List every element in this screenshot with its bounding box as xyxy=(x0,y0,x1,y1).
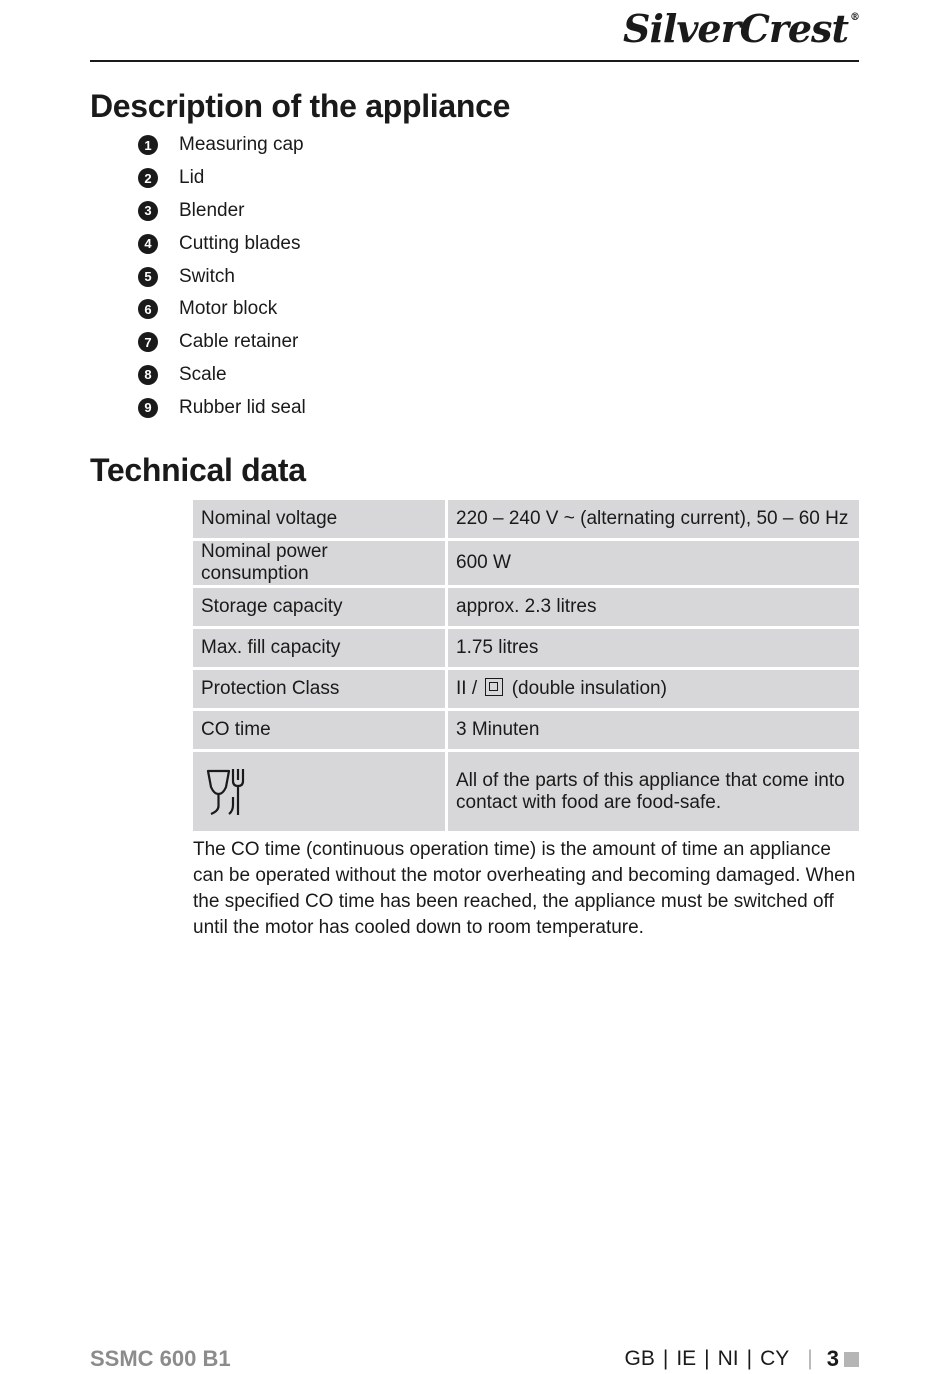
page-marker-icon xyxy=(844,1352,859,1367)
list-item xyxy=(138,260,306,293)
page-header xyxy=(90,0,859,62)
part-label: Cable retainer xyxy=(179,331,299,353)
number-badge: 5 xyxy=(138,267,158,287)
list-item xyxy=(138,391,306,424)
table-cell-label: Storage capacity xyxy=(193,588,448,626)
table-row xyxy=(193,588,859,626)
table-row xyxy=(193,670,859,708)
part-label: Cutting blades xyxy=(179,232,301,254)
list-item xyxy=(138,326,306,359)
part-label: Measuring cap xyxy=(179,134,304,156)
number-badge: 8 xyxy=(138,365,158,385)
list-item xyxy=(138,195,306,228)
table-row xyxy=(193,541,859,585)
table-row xyxy=(193,752,859,831)
separator: | xyxy=(704,1347,710,1370)
list-item xyxy=(138,162,306,195)
registered-mark: ® xyxy=(850,12,859,23)
table-row xyxy=(193,500,859,538)
protection-class-value: II / xyxy=(456,678,478,699)
table-cell-label: Nominal voltage xyxy=(193,500,448,538)
double-insulation-icon xyxy=(485,678,503,696)
brand-name: SilverCrest xyxy=(623,6,848,51)
part-label: Scale xyxy=(179,363,227,385)
food-safe-icon xyxy=(205,767,249,817)
parts-list xyxy=(138,129,306,424)
separator: | xyxy=(807,1347,813,1370)
part-label: Switch xyxy=(179,265,235,287)
part-label: Lid xyxy=(179,167,205,189)
co-time-note: The CO time (continuous operation time) is the amount of time an appliance can be operated without the motor overheating and becoming damaged. When the specified CO time has been reached, the appliance must be switched off until the motor has cooled down to room temperature. xyxy=(193,839,856,938)
table-cell-value: approx. 2.3 litres xyxy=(448,588,859,626)
number-badge: 2 xyxy=(138,168,158,188)
table-cell-label: Protection Class xyxy=(193,670,448,708)
page-footer xyxy=(625,1346,860,1372)
number-badge: 1 xyxy=(138,135,158,155)
table-cell-label: Max. fill capacity xyxy=(193,629,448,667)
number-badge: 4 xyxy=(138,234,158,254)
language-code: GB xyxy=(624,1347,655,1370)
table-cell-label: Nominal power consumption xyxy=(193,541,448,585)
number-badge: 6 xyxy=(138,299,158,319)
protection-class-note: (double insulation) xyxy=(511,678,667,699)
separator: | xyxy=(662,1347,669,1370)
part-label: Blender xyxy=(179,199,245,221)
table-cell-value xyxy=(448,670,859,708)
separator: | xyxy=(746,1347,753,1370)
description-title: Description of the appliance xyxy=(90,88,511,124)
language-code: CY xyxy=(760,1347,790,1370)
table-cell-value: All of the parts of this appliance that come into contact with food are food-safe. xyxy=(448,752,859,831)
table-row xyxy=(193,629,859,667)
table-cell-value: 3 Minuten xyxy=(448,711,859,749)
table-cell-value: 600 W xyxy=(448,541,859,585)
language-code: NI xyxy=(717,1347,739,1370)
part-label: Motor block xyxy=(179,298,278,320)
technical-data-table xyxy=(193,497,859,834)
list-item xyxy=(138,293,306,326)
part-label: Rubber lid seal xyxy=(179,396,306,418)
brand-logo xyxy=(623,6,859,51)
list-item xyxy=(138,227,306,260)
number-badge: 9 xyxy=(138,398,158,418)
table-cell-label: CO time xyxy=(193,711,448,749)
technical-title: Technical data xyxy=(90,452,306,488)
page-number: 3 xyxy=(826,1346,839,1371)
number-badge: 3 xyxy=(138,201,158,221)
table-cell-icon xyxy=(193,752,448,831)
table-cell-value: 1.75 litres xyxy=(448,629,859,667)
table-row xyxy=(193,711,859,749)
table-cell-value: 220 – 240 V ~ (alternating current), 50 – 60 Hz xyxy=(448,500,859,538)
number-badge: 7 xyxy=(138,332,158,352)
model-number: SSMC 600 B1 xyxy=(90,1346,231,1371)
list-item xyxy=(138,129,306,162)
language-code: IE xyxy=(676,1347,697,1370)
list-item xyxy=(138,359,306,392)
